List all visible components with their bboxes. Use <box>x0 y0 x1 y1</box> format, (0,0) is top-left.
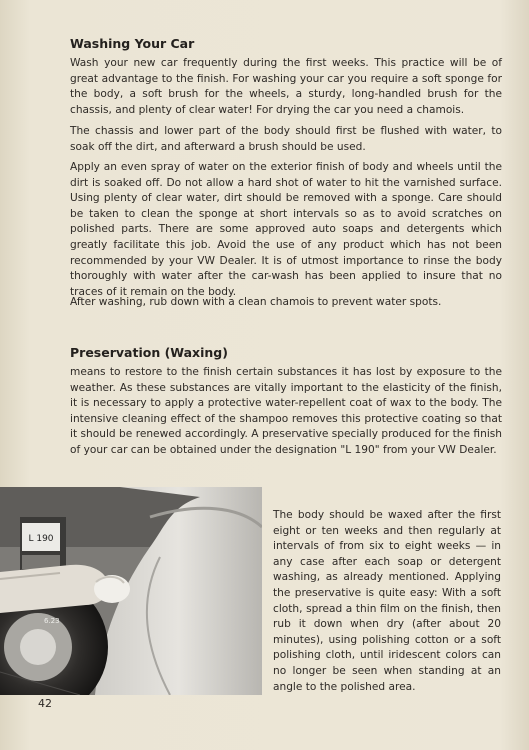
photo-mark: 6.23 <box>44 617 60 625</box>
waxing-photo <box>0 487 262 695</box>
washing-paragraph-4: After washing, rub down with a clean chamois to prevent water spots. <box>70 296 442 308</box>
washing-paragraph-2: The chassis and lower part of the body should first be flushed with water, to soak off the dirt, and afterward a brush should be used. <box>70 125 502 153</box>
preservation-heading: Preservation (Waxing) <box>70 345 228 360</box>
can-label: L 190 <box>28 534 54 544</box>
waxing-photo-illustration <box>0 487 262 695</box>
washing-paragraph-1: Wash your new car frequently during the first weeks. This practice will be of great advantage to the finish. For washing your car you require a soft sponge for the body, a soft brush for the wheels, a sturdy, long-handled brush for the chassis, and plenty of clear water! For drying the car you need a chamois. <box>70 57 502 116</box>
preservation-paragraph: means to restore to the finish certain substances it has lost by exposure to the weather. As these substances are vitally important to the elasticity of the finish, it is necessary to apply a protective water-repellent coat of wax to the body. The intensive cleaning effect of the shampoo removes this protective coating so that it should be renewed accordingly. A preservative specially produced for the finish of your car can be obtained under the designation "L 190" from your VW Dealer. <box>70 366 502 456</box>
page-number: 42 <box>38 697 52 710</box>
washing-paragraph-3: Apply an even spray of water on the exterior finish of body and wheels until the dirt is soaked off. Do not allow a hard shot of water to hit the varnished surface. Using plenty of clear water, dirt should be removed with a sponge. Care should be taken to clean the sponge at short intervals so as to avoid scratches on polished parts. There are some approved auto soaps and detergents which greatly facilitate this job. Avoid the use of any product which has not been recommended by your VW Dealer. It is of utmost importance to rinse the body thoroughly with water after the car-wash has been applied to insure that no traces of it remain on the body. <box>70 161 502 298</box>
washing-heading: Washing Your Car <box>70 36 195 51</box>
waxing-instructions: The body should be waxed after the first eight or ten weeks and then regularly at intervals of from six to eight weeks — in any case after each soap or detergent washing, as already mentioned. Applying the preservative is quite easy: With a soft cloth, spread a thin film on the finish, then rub it down when dry (after about 20 minutes), using polishing cotton or a soft polishing cloth, until iridescent colors can no longer be seen when standing at an angle to the polished area. <box>273 509 501 693</box>
